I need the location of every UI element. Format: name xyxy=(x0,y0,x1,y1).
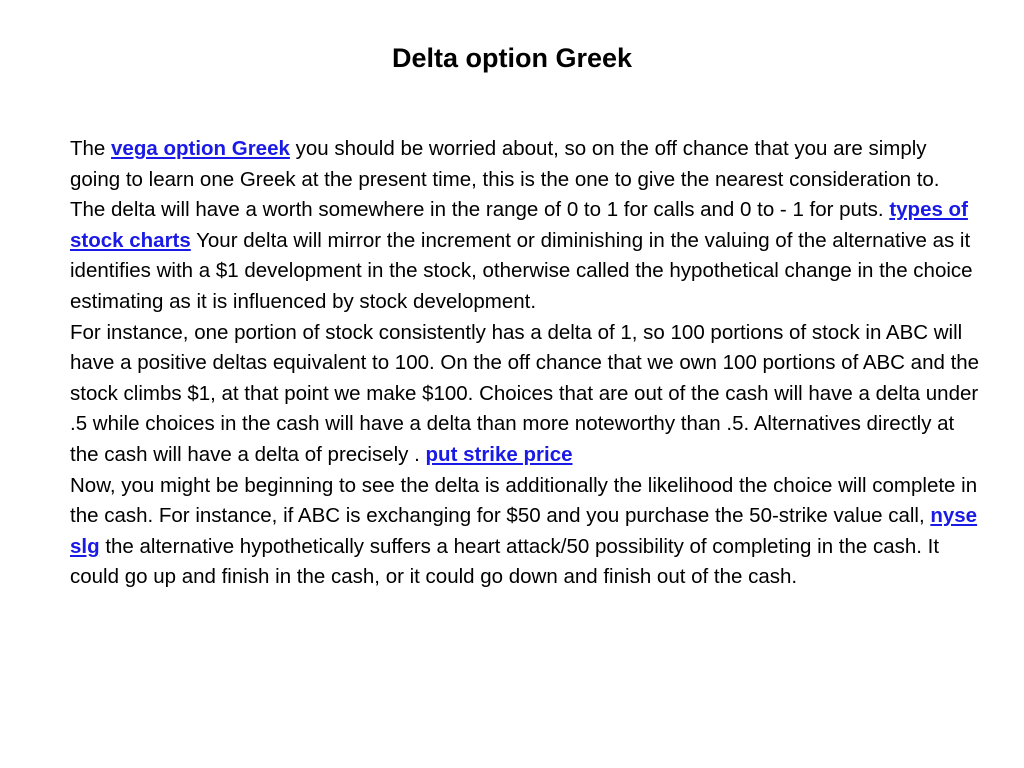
link-vega-option-greek[interactable]: vega option Greek xyxy=(111,137,290,160)
paragraph-1-text-a: The xyxy=(70,137,112,160)
link-nyse-slg[interactable]: nyse slg xyxy=(70,504,978,558)
paragraph-3-text-b: the alternative hypothetically suffers a heart attack/50 possibility of completing in the cash. It could go up and finish in the cash, or it could go down and finish out of the cash. xyxy=(70,534,940,589)
paragraph-2 xyxy=(70,318,980,471)
paragraph-3 xyxy=(70,471,980,593)
paragraph-1-text-c: Your delta will mirror the increment or diminishing in the valuing of the alternative as it identifies with a $1 development in the stock, otherwise called the hypothetical change in the choice estimating as it is influenced by stock development. xyxy=(70,228,973,313)
link-put-strike-price[interactable]: put strike price xyxy=(425,442,573,466)
body-text xyxy=(70,134,980,593)
paragraph-2-text-a: For instance, one portion of stock consistently has a delta of 1, so 100 portions of stock in ABC will have a positive deltas equivalent to 100. On the off chance that we own 100 portions of ABC and the stock climbs $1, at that point we make $100. Choices that are out of the cash will have a delta under .5 while choices in the cash will have a delta than more noteworthy than .5. Alternatives directly at the cash will have a delta of precisely . xyxy=(70,320,980,466)
paragraph-1-text-b: you should be worried about, so on the off chance that you are simply going to learn one Greek at the present time, this is the one to give the nearest consideration to. The delta will have a worth somewhere in the range of 0 to 1 for calls and 0 to - 1 for puts. xyxy=(70,137,940,222)
page-title: Delta option Greek xyxy=(391,43,633,73)
link-types-of-stock-charts[interactable]: types of stock charts xyxy=(70,198,968,252)
paragraph-1 xyxy=(70,134,980,318)
paragraph-3-text-a: Now, you might be beginning to see the delta is additionally the likelihood the choice will complete in the cash. For instance, if ABC is exchanging for $50 and you purchase the 50-strike value call, xyxy=(70,473,978,528)
